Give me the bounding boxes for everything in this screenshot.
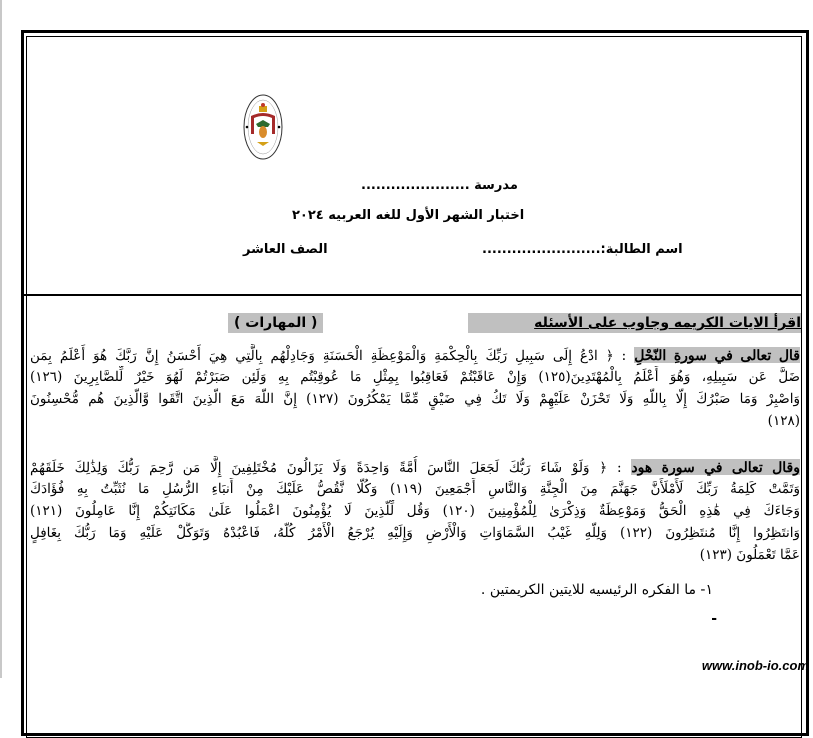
passage-nahl xyxy=(30,344,800,432)
verse-text: : ﴿ وَلَوْ شَاءَ رَبُّكَ لَجَعَلَ النَّاسَ أُمَّةً وَاحِدَةً وَلَا يَزَالُونَ مُخْتَلِفِينَ إِلَّا مَن رَّحِمَ رَبُّكَ وَلِذَٰلِكَ خَلَقَهُمْ xyxy=(30,460,622,476)
verse-text: : ﴿ ادْعُ إِلَى سَبِيلِ رَبِّكَ بِالْحِكْمَةِ وَالْمَوْعِظَةِ الْحَسَنَةِ وَجَادِلْهُم بِالَّتِي هِيَ أَحْسَنُ إِنَّ رَبَّكَ هُوَ أَعْلَمُ بِمَن xyxy=(30,348,627,364)
exam-title: اختبار الشهر الأول للغه العربيه ٢٠٢٤ xyxy=(292,208,525,223)
header-divider xyxy=(22,294,802,296)
passage-line: وَانتَظِرُوا إِنَّا مُنتَظِرُونَ (١٢٢) وَلِلَّهِ غَيْبُ السَّمَاوَاتِ وَالْأَرْضِ وَإِلَيْهِ يُرْجَعُ الْأَمْرُ كُلُّهُ، فَاعْبُدْهُ وَتَوَكَّلْ عَلَيْهِ وَمَا رَبُّكَ بِغَافِلٍ xyxy=(30,525,800,541)
surah-lead: وقال تعالى في سورة هود xyxy=(631,459,800,475)
skills-label: ( المهارات ) xyxy=(228,313,323,333)
passage-line: عَمَّا تَعْمَلُونَ (١٢٣) xyxy=(699,547,800,563)
passage-hud xyxy=(30,456,800,566)
answer-line-1: - xyxy=(711,611,717,627)
passage-line: وَاصْبِرْ وَمَا صَبْرُكَ إِلَّا بِاللَّهِ وَلَا تَحْزَنْ عَلَيْهِمْ وَلَا تَكُ فِي ضَيْقٍ مِّمَّا يَمْكُرُونَ (١٢٧) إِنَّ اللَّهَ مَعَ الَّذِينَ اتَّقَوا وَّالَّذِينَ هُم مُّحْسِنُونَ xyxy=(30,391,800,407)
passage-line xyxy=(30,344,800,366)
section-instruction: اقرأ الايات الكريمه وجاوب على الأسئله xyxy=(468,313,801,333)
passage-line xyxy=(30,456,800,478)
question-1: ١- ما الفكره الرئيسيه للايتين الكريمتين . xyxy=(480,582,713,598)
ministry-emblem-logo xyxy=(243,94,283,160)
grade-label: الصف العاشر xyxy=(243,242,328,257)
passage-line: وَجَاءَكَ فِي هَٰذِهِ الْحَقُّ وَمَوْعِظَةٌ وَذِكْرَىٰ لِلْمُؤْمِنِينَ (١٢٠) وَقُل لِّلَّذِينَ لَا يُؤْمِنُونَ اعْمَلُوا عَلَىٰ مَكَانَتِكُمْ إِنَّا عَامِلُونَ (١٢١) xyxy=(30,503,800,519)
passage-line: (١٢٨) xyxy=(767,413,800,429)
student-name-field: اسم الطالبة:........................ xyxy=(482,242,683,257)
passage-line: وَتَمَّتْ كَلِمَةُ رَبِّكَ لَأَمْلَأَنَّ جَهَنَّمَ مِنَ الْجِنَّةِ وَالنَّاسِ أَجْمَعِينَ (١١٩) وَكُلًّا نَّقُصُّ عَلَيْكَ مِنْ أَنبَاءِ الرُّسُلِ مَا نُثَبِّتُ بِهِ فُؤَادَكَ xyxy=(30,481,800,497)
surah-lead: قال تعالى في سورةِ النّحْلِ xyxy=(634,347,800,363)
school-field: مدرسة ...................... xyxy=(361,178,518,193)
page-edge xyxy=(0,0,2,678)
passage-line: ضَلَّ عَن سَبِيلِهِ، وَهُوَ أَعْلَمُ بِالْمُهْتَدِينَ(١٢٥) وَإِنْ عَاقَبْتُمْ فَعَاقِبُوا بِمِثْلِ مَا عُوقِبْتُم بِهِ وَلَئِن صَبَرْتُمْ لَهُوَ خَيْرٌ لِّلصَّابِرِينَ (١٢٦) xyxy=(30,369,800,385)
footer-url: www.inob-io.com xyxy=(701,658,809,673)
